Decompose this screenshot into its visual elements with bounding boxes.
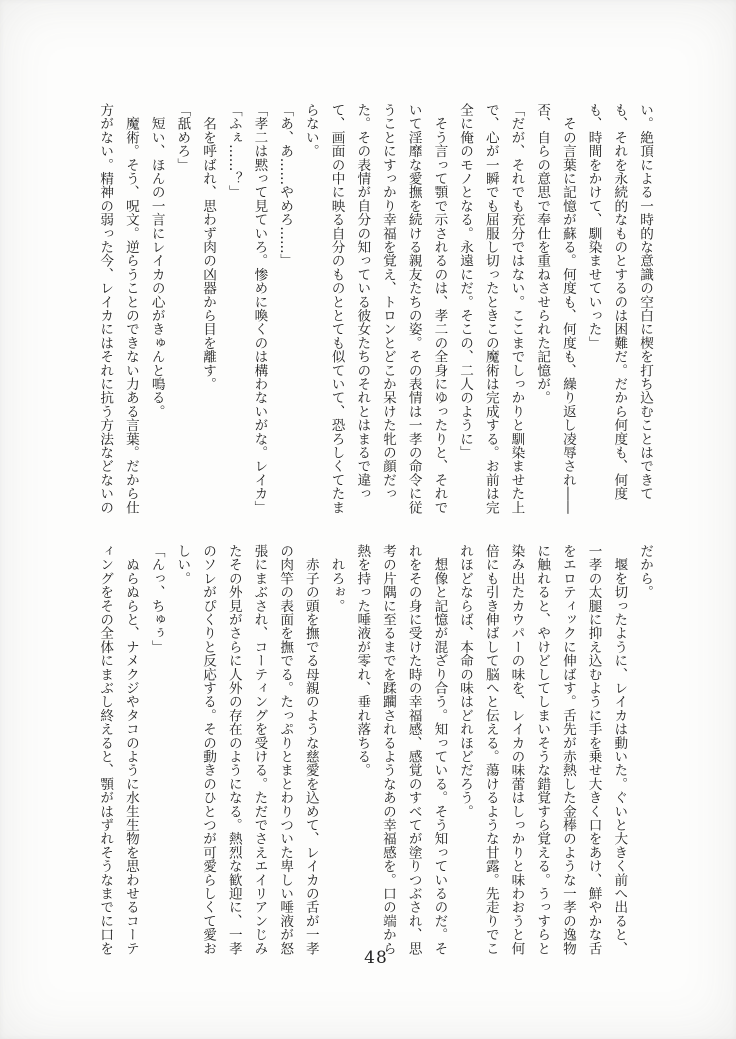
text-line: に触れると、やけどしてしまいそうな錯覚すら覚える。うっすらと [534, 544, 551, 955]
text-line: いて淫靡な愛撫を続ける親友たちの姿。その表情は一孝の命令に従 [405, 103, 422, 514]
text-line: で、心が一瞬でも屈服し切ったときこの魔術は完成する。お前は完 [482, 103, 499, 514]
text-line: 染み出たカウパーの味を、レイカの味蕾はしっかりと味わおうと何 [508, 544, 525, 955]
text-line: も、それを永続的なものとするのは困難だ。だから何度も、何度 [611, 103, 628, 501]
text-line: のソレがぴくりと反応する。その動きのひとつが可愛らしくて愛お [200, 544, 217, 955]
text-line: 「孝二は黙って見ていろ。惨めに喚くのは構わないがな。レイカ」 [251, 103, 268, 514]
text-line: たその外見がさらに人外の存在のようになる。熱烈な歓迎に、一孝 [225, 544, 242, 955]
text-line: をエロティックに伸ばす。舌先が赤熱した金棒のような一孝の逸物 [559, 544, 576, 955]
text-line: 「ふぇ……？」 [225, 103, 242, 199]
page-number: 48 [364, 948, 388, 968]
text-line: ィングをその全体にまぶし終えると、顎がはずれそうなまでに口を [97, 544, 114, 955]
text-line: 方がない。精神の弱った今、レイカにはそれに抗う方法などないの [97, 103, 114, 514]
text-line: そう言って顎で示されるのは、孝二の全身にゆったりと、それで [431, 103, 448, 514]
text-line: 「舐めろ」 [174, 103, 191, 172]
text-line: 堰を切ったように、レイカは動いた。ぐいと大きく前へ出ると、 [611, 544, 628, 955]
text-line: て、画面の中に映る自分のものととても似ていて、恐ろしくてたま [328, 103, 345, 514]
text-line: 考の片隅に至るまでを蹂躙されるようなあの幸福感を。口の端から [379, 544, 396, 955]
text-line: も、時間をかけて、馴染ませていった」 [585, 103, 602, 350]
text-line: うことにすっかり幸福を覚え、トロンとどこか呆けた牝の顔だっ [379, 103, 396, 501]
lower-text-block [90, 544, 657, 956]
text-line: 「あ、あ……やめろ……」 [277, 103, 294, 268]
text-line: 「だが、それでも充分ではない。ここまでしっかりと馴染ませた上 [508, 103, 525, 514]
text-line: た。その表情が自分の知っている彼女たちのそれとはまるで違っ [354, 103, 371, 501]
text-line: だから。 [637, 544, 653, 599]
text-line: しい。 [174, 544, 191, 586]
text-line: 魔術。そう、呪文。逆らうことのできない力ある言葉。だから仕 [122, 103, 139, 514]
text-line: その言葉に記憶が蘇る。何度も、何度も、繰り返し凌辱され―― [559, 103, 576, 514]
text-line: 全に俺のモノとなる。永遠にだ。そこの、二人のように」 [457, 103, 474, 460]
text-line: の肉竿の表面を撫でる。たっぷりとまとわりついた卑しい唾液が怒 [277, 544, 294, 955]
text-line: れをその身に受けた時の幸福感、感覚のすべてが塗りつぶされ、思 [405, 544, 422, 955]
text-line: 短い、ほんの一言にレイカの心がきゅんと鳴る。 [148, 103, 165, 419]
text-line: 否、自らの意思で奉仕を重ねさせられた記憶が。 [534, 103, 551, 405]
text-line: ぬらぬらと、ナメクジやタコのように水生生物を思わせるコーテ [122, 544, 139, 955]
text-line: 熱を持った唾液が零れ、垂れ落ちる。 [354, 544, 371, 777]
text-line: 一孝の太腿に抑え込むように手を乗せ大きく口をあけ、鮮やかな舌 [585, 544, 602, 955]
text-line: い。絶頂による一時的な意識の空白に楔を打ち込むことはできて [637, 103, 653, 501]
text-line: 倍にも引き伸ばして脳へと伝える。蕩けるような甘露。先走りでこ [482, 544, 499, 955]
text-line: れほどならば、本命の味はどれほどだろう。 [457, 544, 474, 818]
text-line: らない。 [302, 103, 319, 158]
text-line: れろぉ。 [328, 544, 345, 613]
text-line: 想像と記憶が混ざり合う。知っている。そう知っているのだ。そ [431, 544, 448, 955]
text-line: 名を呼ばれ、思わず肉の凶器から目を離す。 [200, 103, 217, 391]
text-line: 張にまぶされ、コーティングを受ける。ただでさえエイリアンじみ [251, 544, 268, 955]
text-line: 赤子の頭を撫でる母親のような慈愛を込めて、レイカの舌が一孝 [302, 544, 319, 955]
text-line: 「んっ、ちゅぅ」 [148, 544, 165, 654]
upper-text-block [90, 103, 657, 515]
